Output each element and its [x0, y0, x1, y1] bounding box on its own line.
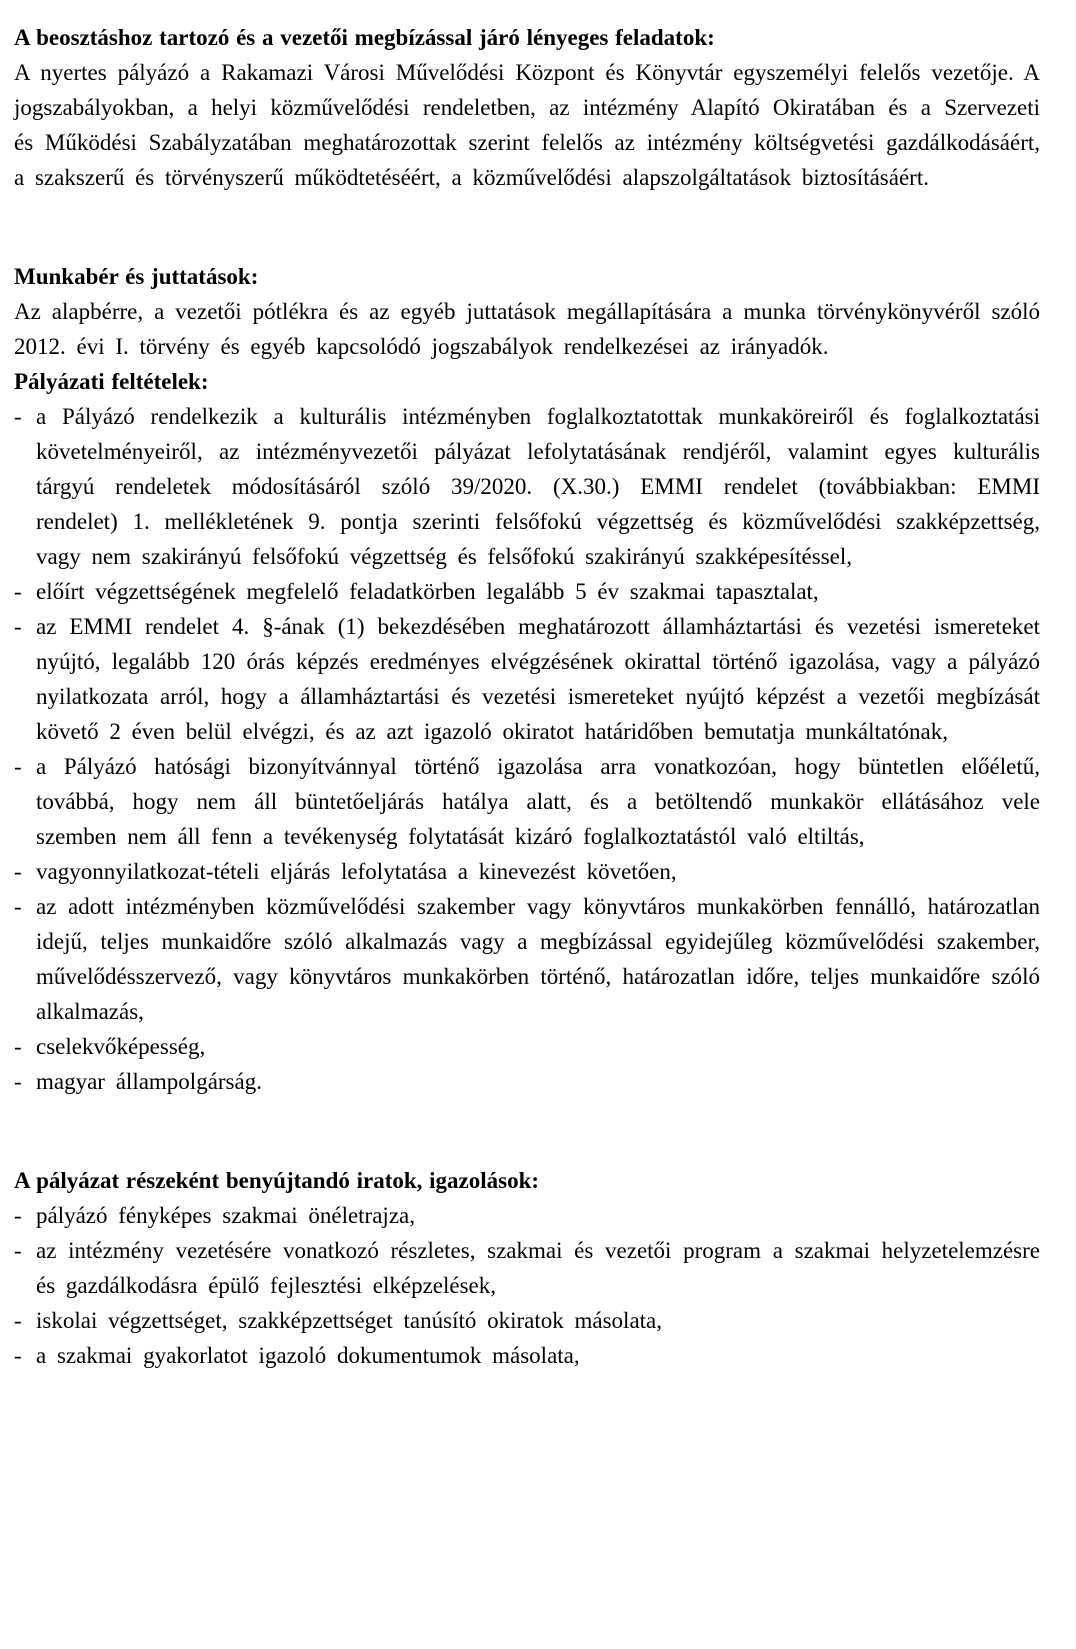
- bullet-text: az adott intézményben közművelődési szakember vagy könyvtáros munkakörben fennálló, határozatlan idejű, teljes munkaidőre szóló alkalmazás vagy a megbízással egyidejűleg közművelődési szakember, művelődésszervező, vagy könyvtáros munkakörben történő, határozatlan időre, teljes munkaidőre szóló alkalmazás,: [36, 894, 1040, 1024]
- bullet-text: a Pályázó hatósági bizonyítvánnyal történő igazolása arra vonatkozóan, hogy büntetlen előéletű, továbbá, hogy nem áll büntetőeljárás hatálya alatt, és a betöltendő munkakör ellátásához vele szemben nem áll fenn a tevékenység folytatását kizáró foglalkoztatástól való eltiltás,: [36, 754, 1040, 849]
- bullet-dash: -: [14, 1069, 22, 1094]
- section-duties: [14, 20, 1040, 195]
- bullet-item: [14, 609, 1040, 749]
- bullet-text: a Pályázó rendelkezik a kulturális intézményben foglalkoztatottak munkaköreiről és foglalkoztatási követelményeiről, az intézményvezetői pályázat lefolytatásának rendjéről, valamint egyes kulturális tárgyú rendeletek módosításáról szóló 39/2020. (X.30.) EMMI rendelet (továbbiakban: EMMI rendelet) 1. mellékletének 9. pontja szerinti felsőfokú végzettség és közművelődési szakképzettség, vagy nem szakirányú felsőfokú végzettség és felsőfokú szakirányú szakképesítéssel,: [36, 404, 1040, 569]
- bullet-text: cselekvőképesség,: [36, 1034, 206, 1059]
- section-documents: [14, 1163, 1040, 1373]
- bullet-dash: -: [14, 1238, 22, 1263]
- bullet-text: az EMMI rendelet 4. §-ának (1) bekezdésében meghatározott államháztartási és vezetési ismereteket nyújtó, legalább 120 órás képzés eredményes elvégzésének okirattal történő igazolása, vagy a pályázó nyilatkozata arról, hogy a államháztartási és vezetési ismereteket nyújtó képzést a vezetői megbízását követő 2 éven belül elvégzi, és az azt igazoló okiratot határidőben bemutatja munkáltatónak,: [36, 614, 1040, 744]
- bullet-dash: -: [14, 894, 22, 919]
- section-heading: Pályázati feltételek:: [14, 369, 209, 394]
- bullet-item: [14, 574, 1040, 609]
- bullet-dash: -: [14, 579, 22, 604]
- bullet-text: vagyonnyilatkozat-tételi eljárás lefolytatása a kinevezést követően,: [36, 859, 677, 884]
- bullet-dash: -: [14, 1308, 22, 1333]
- bullet-item: [14, 854, 1040, 889]
- bullet-text: magyar állampolgárság.: [36, 1069, 262, 1094]
- bullet-item: [14, 1303, 1040, 1338]
- section-conditions: [14, 364, 1040, 1099]
- bullet-dash: -: [14, 404, 22, 429]
- bullet-list: [14, 1198, 1040, 1373]
- bullet-dash: -: [14, 859, 22, 884]
- bullet-item: [14, 1233, 1040, 1303]
- section-heading: Munkabér és juttatások:: [14, 264, 259, 289]
- bullet-text: az intézmény vezetésére vonatkozó részletes, szakmai és vezetői program a szakmai helyzetelemzésre és gazdálkodásra épülő fejlesztési elképzelések,: [36, 1238, 1040, 1298]
- section-salary: [14, 259, 1040, 364]
- bullet-item: [14, 1338, 1040, 1373]
- bullet-dash: -: [14, 614, 22, 639]
- bullet-item: [14, 1029, 1040, 1064]
- bullet-dash: -: [14, 1343, 22, 1368]
- section-paragraph: A nyertes pályázó a Rakamazi Városi Művelődési Központ és Könyvtár egyszemélyi felelős vezetője. A jogszabályokban, a helyi közművelődési rendeletben, az intézmény Alapító Okiratában és a Szervezeti és Működési Szabályzatában meghatározottak szerint felelős az intézmény költségvetési gazdálkodásáért, a szakszerű és törvényszerű működtetéséért, a közművelődési alapszolgáltatások biztosításáért.: [14, 60, 1040, 190]
- bullet-text: pályázó fényképes szakmai önéletrajza,: [36, 1203, 415, 1228]
- bullet-text: a szakmai gyakorlatot igazoló dokumentumok másolata,: [36, 1343, 580, 1368]
- bullet-dash: -: [14, 1034, 22, 1059]
- bullet-item: [14, 889, 1040, 1029]
- section-heading: A pályázat részeként benyújtandó iratok, igazolások:: [14, 1168, 540, 1193]
- section-heading: A beosztáshoz tartozó és a vezetői megbízással járó lényeges feladatok:: [14, 25, 715, 50]
- section-paragraph: Az alapbérre, a vezetői pótlékra és az egyéb juttatások megállapítására a munka törvénykönyvéről szóló 2012. évi I. törvény és egyéb kapcsolódó jogszabályok rendelkezései az irányadók.: [14, 299, 1040, 359]
- bullet-text: előírt végzettségének megfelelő feladatkörben legalább 5 év szakmai tapasztalat,: [36, 579, 819, 604]
- bullet-item: [14, 399, 1040, 574]
- bullet-item: [14, 749, 1040, 854]
- bullet-text: iskolai végzettséget, szakképzettséget tanúsító okiratok másolata,: [36, 1308, 662, 1333]
- bullet-item: [14, 1198, 1040, 1233]
- bullet-list: [14, 399, 1040, 1099]
- bullet-item: [14, 1064, 1040, 1099]
- bullet-dash: -: [14, 1203, 22, 1228]
- bullet-dash: -: [14, 754, 22, 779]
